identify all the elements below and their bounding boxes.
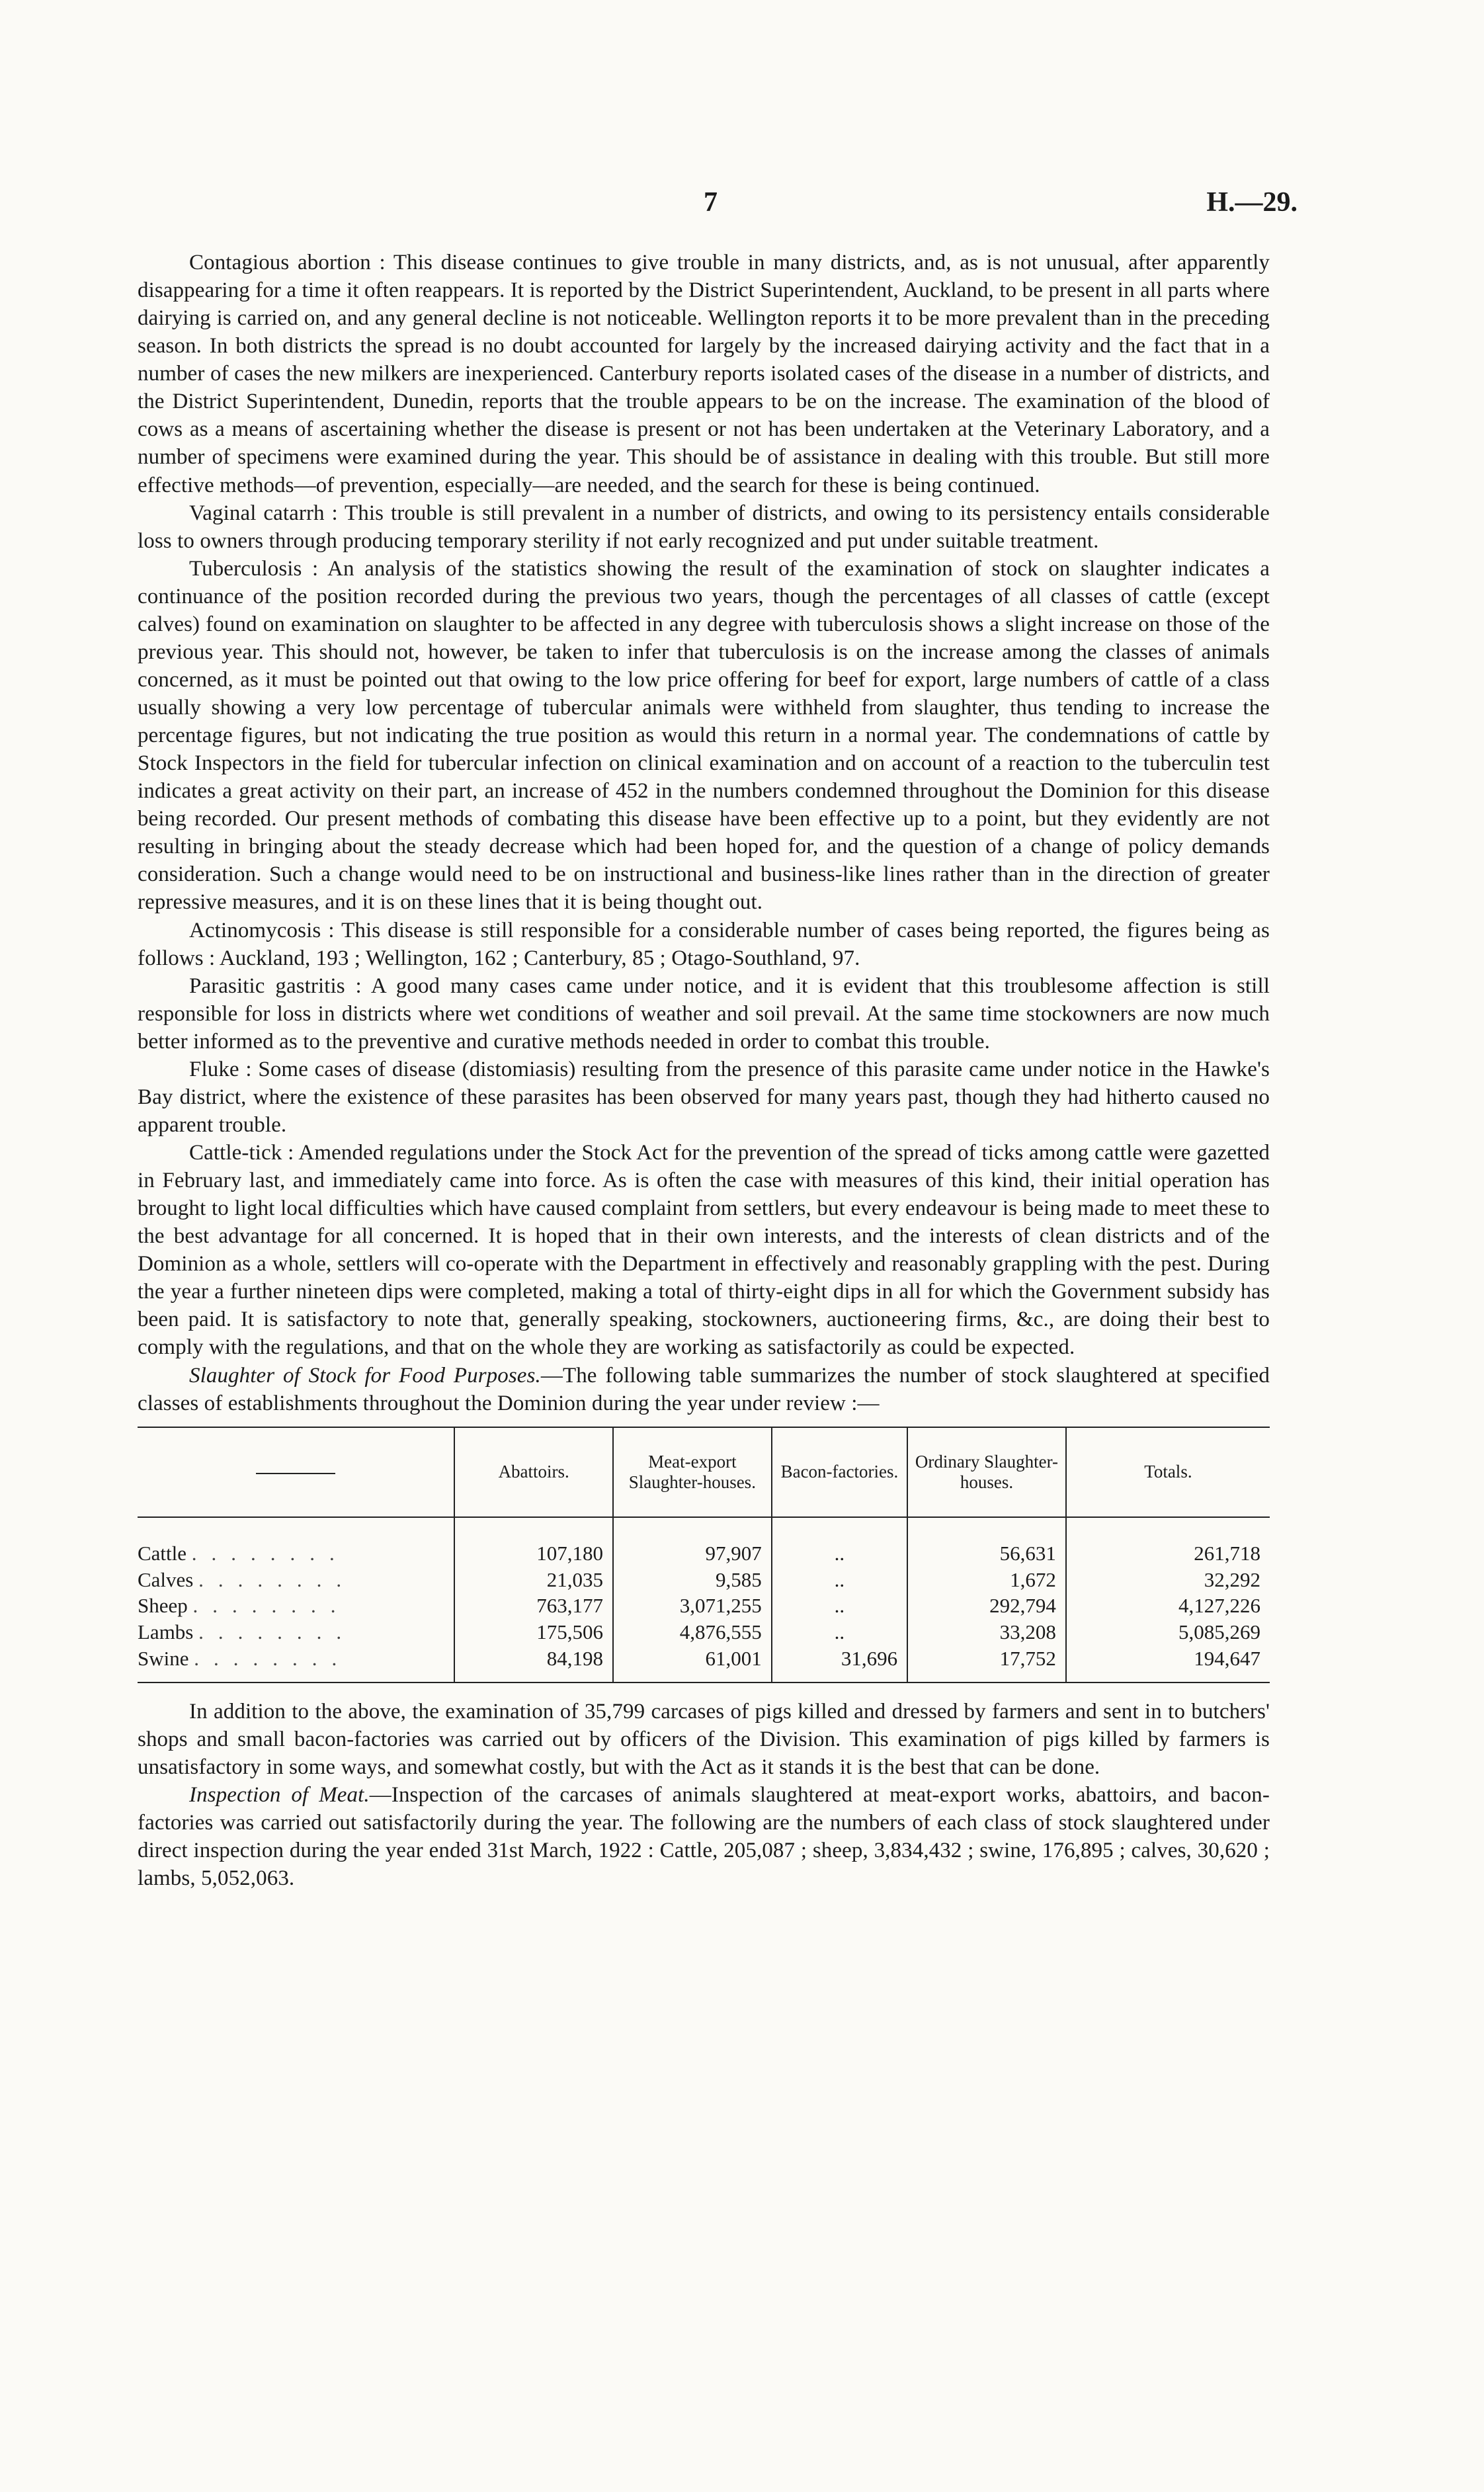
- table-row: [138, 1645, 1270, 1682]
- document-body: [138, 249, 1270, 1892]
- row-label-cell: [138, 1593, 454, 1619]
- table-cell: 3,071,255: [613, 1593, 772, 1619]
- report-code: H.—29.: [1206, 187, 1298, 218]
- paragraph-text: An analysis of the statistics showing the result of the examination of stock on slaughter indicates a continuance of the position recorded during the previous two years, though the percentages of all classes of cattle (except calves) found on examination on slaughter to be affected in any degree with tuberculosis shows a slight increase on those of the previous year. This should not, however, be taken to infer that tuberculosis is on the increase among the classes of animals concerned, as it must be pointed out that owing to the low price offering for beef for export, large numbers of cattle of a class usually showing a very low percentage of tubercular animals were withheld from slaughter, thus tending to increase the percentage figures, but not indicating the true position as would this return in a normal year. The condemnations of cattle by Stock Inspectors in the field for tubercular infection on clinical examination and on account of a reaction to the tuberculin test indicates a great activity on their part, an increase of 452 in the numbers condemned throughout the Dominion for this disease being recorded. Our present methods of combating this disease have been effective up to a point, but they evidently are not resulting in bringing about the steady decrease which had been hoped for, and the question of a change of policy demands consideration. Such a change would need to be on instructional and business-like lines rather than in the direction of greater repressive measures, and it is on these lines that it is being thought out.: [138, 556, 1270, 915]
- paragraph-lead: Contagious abortion :: [189, 251, 386, 274]
- table-cell: 4,876,555: [613, 1619, 772, 1645]
- row-label: Sheep: [138, 1594, 188, 1618]
- row-label-cell: [138, 1619, 454, 1645]
- table-cell: 292,794: [907, 1593, 1066, 1619]
- table-cell: 61,001: [613, 1645, 772, 1682]
- table-cell: 21,035: [454, 1567, 613, 1593]
- paragraphs-bottom: [138, 1698, 1270, 1892]
- paragraph-lead: Inspection of Meat.: [189, 1782, 370, 1807]
- paragraph: [138, 555, 1270, 917]
- table-cell: 1,672: [907, 1567, 1066, 1593]
- table-cell: 194,647: [1066, 1645, 1270, 1682]
- paragraph-lead: Tuberculosis :: [189, 556, 319, 581]
- paragraph: [138, 1781, 1270, 1892]
- table-cell: ..: [772, 1567, 907, 1593]
- paragraph: [138, 1139, 1270, 1362]
- paragraph-lead: Cattle-tick :: [189, 1141, 294, 1165]
- table-row: [138, 1619, 1270, 1645]
- paragraph-lead: Actinomycosis :: [189, 918, 335, 942]
- slaughter-table-wrap: [138, 1427, 1270, 1683]
- row-leader-dots: ........: [198, 1620, 356, 1644]
- row-label: Cattle: [138, 1541, 187, 1565]
- paragraph: [138, 1056, 1270, 1139]
- paragraph-text: A good many cases came under notice, and it is evident that this troublesome affection is still responsible for loss in districts where wet conditions of weather and soil prevail. At the same time stockowners are now much better informed as to the preventive and curative methods needed in order to combat this trouble.: [138, 974, 1270, 1054]
- paragraph-lead: Fluke :: [189, 1057, 252, 1081]
- row-label: Swine: [138, 1646, 189, 1670]
- table-cell: 84,198: [454, 1645, 613, 1682]
- paragraphs-top: [138, 249, 1270, 1417]
- paragraph: [138, 499, 1270, 555]
- paragraph-text: This disease is still responsible for a considerable number of cases being reported, the figures being as follows : Auckland, 193 ; Wellington, 162 ; Canterbury, 85 ; Otago-Southland, 97.: [138, 918, 1270, 970]
- paragraph-text: —Inspection of the carcases of animals slaughtered at meat-export works, abattoirs, and bacon-factories was carried out satisfactorily during the year. The following are the numbers of each class of stock slaughtered under direct inspection during the year ended 31st March, 1922 : Cattle, 205,087 ; sheep, 3,834,432 ; swine, 176,895 ; calves, 30,620 ; lambs, 5,052,063.: [138, 1782, 1270, 1891]
- table-cell: 261,718: [1066, 1540, 1270, 1567]
- paragraph-text: This trouble is still prevalent in a number of districts, and owing to its persistency entails considerable loss to owners through producing temporary sterility if not early recognized and put under suitable treatment.: [138, 501, 1270, 553]
- table-cell: 9,585: [613, 1567, 772, 1593]
- table-cell: 32,292: [1066, 1567, 1270, 1593]
- paragraph-lead: Slaughter of Stock for Food Purposes.: [189, 1363, 541, 1388]
- row-label: Calves: [138, 1567, 194, 1591]
- row-label: Lambs: [138, 1620, 194, 1644]
- header-totals: Totals.: [1066, 1427, 1270, 1517]
- row-leader-dots: ........: [194, 1646, 352, 1670]
- table-row: [138, 1593, 1270, 1619]
- table-cell: 4,127,226: [1066, 1593, 1270, 1619]
- paragraph-text: Amended regulations under the Stock Act for the prevention of the spread of ticks among cattle were gazetted in February last, and immediately came into force. As is often the case with measures of this kind, their initial operation has brought to light local difficulties which have caused complaint from settlers, but every endeavour is being made to meet these to the best advantage for all concerned. It is hoped that in their own interests, and the interests of clean districts and of the Dominion as a whole, settlers will co-operate with the Department in effectively and reasonably grappling with the pest. During the year a further nineteen dips were completed, making a total of thirty-eight dips in all for which the Government subsidy has been paid. It is satisfactory to note that, generally speaking, stockowners, auctioneering firms, &c., are doing their best to comply with the regulations, and that on the whole they are working as satisfactorily as could be expected.: [138, 1141, 1270, 1360]
- table-row: [138, 1540, 1270, 1567]
- header-blank: [138, 1427, 454, 1517]
- table-body: [138, 1517, 1270, 1682]
- paragraph: [138, 917, 1270, 972]
- paragraph-text: Some cases of disease (distomiasis) resulting from the presence of this parasite came under notice in the Hawke's Bay district, where the existence of these parasites has been observed for many years past, though they had hitherto caused no apparent trouble.: [138, 1057, 1270, 1137]
- slaughter-table: [138, 1427, 1270, 1683]
- header-bacon: Bacon-factories.: [772, 1427, 907, 1517]
- paragraph: [138, 249, 1270, 499]
- paragraph-text: This disease continues to give trouble in many districts, and, as is not unusual, after apparently disappearing for a time it often reappears. It is reported by the District Superintendent, Auckland, to be present in all parts where dairying is carried on, and any general decline is not noticeable. Wellington reports it to be more prevalent than in the preceding season. In both districts the spread is no doubt accounted for largely by the increased dairying activity and the fact that in a number of cases the new milkers are inexperienced. Canterbury reports isolated cases of the disease in a number of districts, and the District Superintendent, Dunedin, reports that the trouble appears to be on the increase. The examination of the blood of cows as a means of ascertaining whether the disease is present or not has been undertaken at the Veterinary Laboratory, and a number of specimens were examined during the year. This should be of assistance in dealing with this trouble. But still more effective methods—of prevention, especially—are needed, and the search for these is being continued.: [138, 251, 1270, 497]
- paragraph: [138, 1698, 1270, 1781]
- table-cell: 107,180: [454, 1540, 613, 1567]
- row-leader-dots: ........: [198, 1567, 356, 1591]
- table-row: [138, 1567, 1270, 1593]
- header-meat-export: Meat-export Slaughter-houses.: [613, 1427, 772, 1517]
- paragraph-text: In addition to the above, the examination of 35,799 carcases of pigs killed and dressed by farmers and sent in to butchers' shops and small bacon-factories was carried out by officers of the Division. This examination of pigs killed by farmers is unsatisfactory in some ways, and somewhat costly, but with the Act as it stands it is the best that can be done.: [138, 1699, 1270, 1779]
- table-cell: 56,631: [907, 1540, 1066, 1567]
- page-header: [0, 187, 1484, 226]
- paragraph-text: —The following table summarizes the number of stock slaughtered at specified classes of establishments throughout the Dominion during the year under review :—: [138, 1363, 1270, 1415]
- table-cell: 5,085,269: [1066, 1619, 1270, 1645]
- table-cell: 31,696: [772, 1645, 907, 1682]
- table-header-row: [138, 1427, 1270, 1517]
- header-ordinary: Ordinary Slaughter-houses.: [907, 1427, 1066, 1517]
- row-leader-dots: ........: [191, 1541, 349, 1565]
- paragraph: [138, 1362, 1270, 1417]
- row-label-cell: [138, 1645, 454, 1682]
- paragraph: [138, 972, 1270, 1056]
- row-leader-dots: ........: [192, 1594, 350, 1618]
- table-cell: ..: [772, 1619, 907, 1645]
- page-number: 7: [704, 187, 718, 218]
- row-label-cell: [138, 1567, 454, 1593]
- table-cell: 763,177: [454, 1593, 613, 1619]
- table-cell: 97,907: [613, 1540, 772, 1567]
- table-cell: 33,208: [907, 1619, 1066, 1645]
- table-cell: 17,752: [907, 1645, 1066, 1682]
- header-abattoirs: Abattoirs.: [454, 1427, 613, 1517]
- table-cell: ..: [772, 1540, 907, 1567]
- table-cell: 175,506: [454, 1619, 613, 1645]
- paragraph-lead: Parasitic gastritis :: [189, 974, 362, 998]
- row-label-cell: [138, 1540, 454, 1567]
- paragraph-lead: Vaginal catarrh :: [189, 501, 338, 525]
- table-cell: ..: [772, 1593, 907, 1619]
